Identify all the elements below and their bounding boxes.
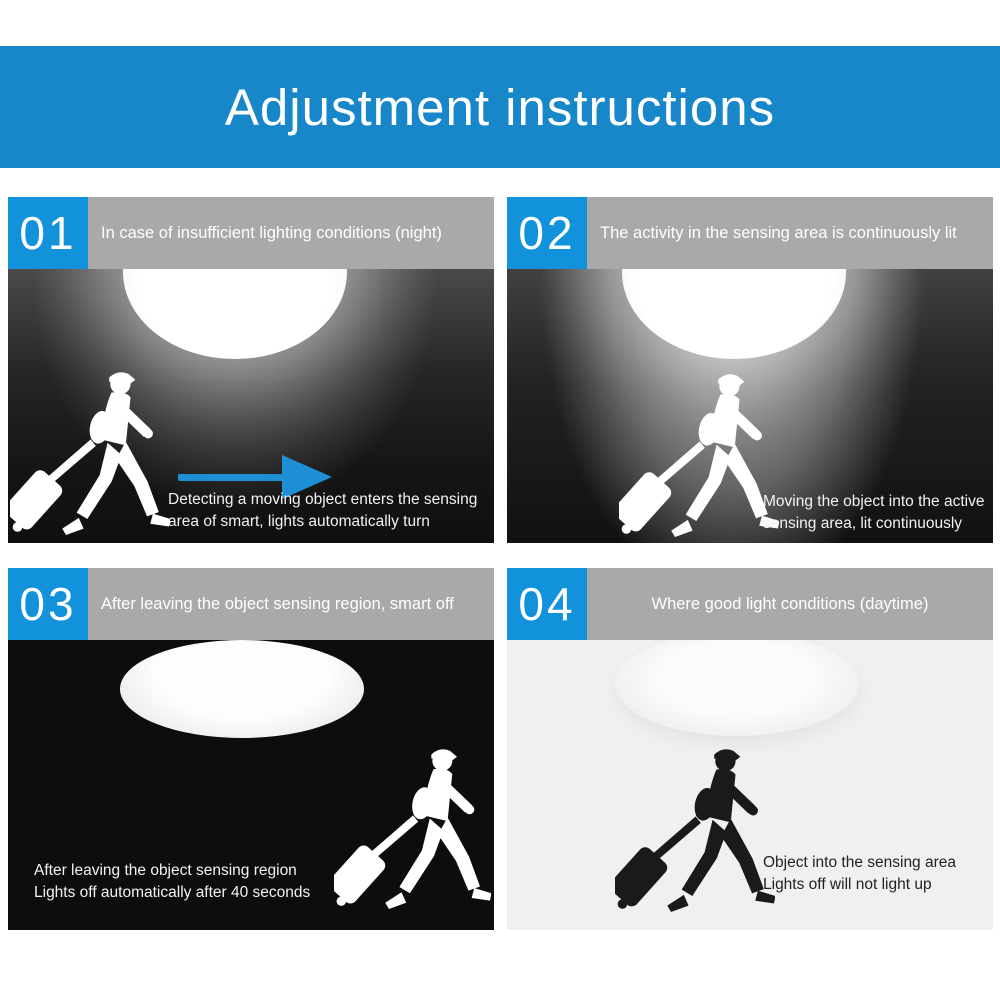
step-heading: The activity in the sensing area is continuously lit <box>587 197 993 269</box>
ceiling-lamp-lit <box>123 269 347 359</box>
step-number-badge: 04 <box>507 568 587 640</box>
panel-04-header <box>507 568 993 640</box>
step-number-badge: 02 <box>507 197 587 269</box>
caption <box>34 860 310 904</box>
caption <box>763 491 984 535</box>
scene-daytime <box>507 640 993 930</box>
panel-03-header <box>8 568 494 640</box>
scene-lights-off <box>8 640 494 930</box>
caption-line: sensing area, lit continuously <box>763 515 963 532</box>
person-with-luggage-icon <box>619 369 779 543</box>
caption-line: Detecting a moving object enters the sensing <box>168 491 478 508</box>
person-with-luggage-icon <box>10 367 170 543</box>
panel-step-01 <box>8 197 494 543</box>
title-banner <box>0 46 1000 168</box>
person-with-luggage-icon <box>615 744 775 920</box>
person-with-luggage-icon <box>334 744 491 917</box>
caption-line: Object into the sensing area <box>763 854 957 871</box>
panel-step-02 <box>507 197 993 543</box>
page-title: Adjustment instructions <box>224 78 776 136</box>
caption-line: area of smart, lights automatically turn <box>168 513 430 530</box>
step-number-badge: 03 <box>8 568 88 640</box>
step-heading: After leaving the object sensing region, smart off <box>88 568 494 640</box>
step-heading: In case of insufficient lighting conditions (night) <box>88 197 494 269</box>
panel-step-03 <box>8 568 494 930</box>
caption-line: Moving the object into the active <box>763 493 985 510</box>
caption <box>763 852 956 896</box>
step-heading: Where good light conditions (daytime) <box>587 568 993 640</box>
caption-line: Lights off automatically after 40 seconds <box>34 884 311 901</box>
caption-line: Lights off will not light up <box>763 876 932 893</box>
ceiling-lamp-lit <box>622 269 846 359</box>
scene-continuous-lit <box>507 269 993 543</box>
scene-night-detection <box>8 269 494 543</box>
caption-line: After leaving the object sensing region <box>34 862 297 879</box>
ceiling-lamp-off <box>615 640 859 736</box>
step-number-badge: 01 <box>8 197 88 269</box>
arrow-shaft <box>178 474 284 481</box>
panel-02-header <box>507 197 993 269</box>
ceiling-lamp-off <box>120 640 364 738</box>
panel-01-header <box>8 197 494 269</box>
caption <box>168 489 477 533</box>
panel-step-04 <box>507 568 993 930</box>
